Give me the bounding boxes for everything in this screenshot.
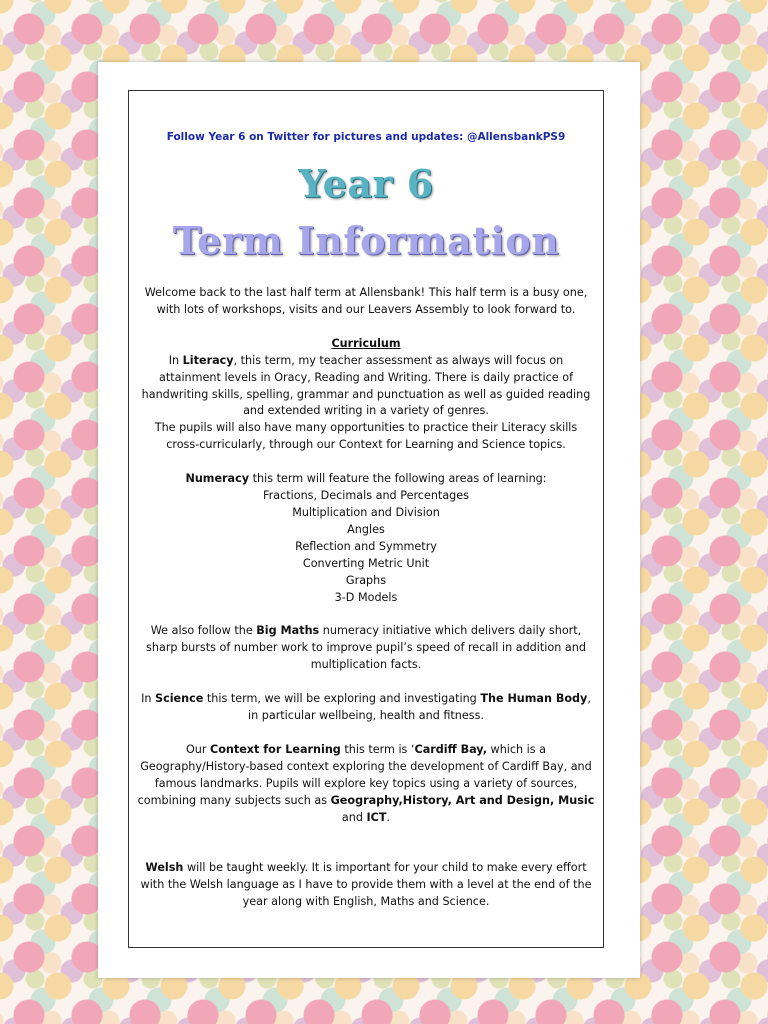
newsletter-body — [137, 285, 595, 911]
numeracy-area: Multiplication and Division — [292, 505, 440, 519]
big-maths-paragraph: We also follow the Big Maths numeracy initiative which delivers daily short, sharp bursts of number work to improve pupil’s speed of recall in addition and multiplication facts. — [146, 624, 586, 672]
literacy-paragraph-2: The pupils will also have many opportunities to practice their Literacy skills cross-curricularly, through our Context for Learning and Science topics. — [154, 421, 578, 452]
literacy-paragraph: In Literacy, this term, my teacher assessment as always will focus on attainment levels in Oracy, Reading and Writing. There is daily practice of handwriting skills, spelling, grammar and punctuation as well as guided reading and extended writing in a variety of genres. — [141, 353, 591, 418]
context-paragraph: Our Context for Learning this term is ‘Cardiff Bay, which is a Geography/History-based context exploring the development of Cardiff Bay, and famous landmarks. Pupils will explore key topics using a variety of sources, combining many subjects such as Geography,History, Art and Design, Music and ICT. — [137, 742, 595, 824]
literacy-subject: Literacy — [182, 353, 234, 367]
title-year: Year 6 — [298, 161, 434, 206]
page-border — [128, 90, 604, 948]
numeracy-area: Fractions, Decimals and Percentages — [263, 489, 469, 503]
numeracy-intro: Numeracy this term will feature the following areas of learning: — [185, 472, 547, 486]
curriculum-heading: Curriculum — [331, 336, 401, 350]
numeracy-area: Reflection and Symmetry — [295, 539, 437, 553]
numeracy-subject: Numeracy — [185, 472, 250, 486]
title-term-information: Term Information — [172, 218, 560, 263]
welcome-paragraph: Welcome back to the last half term at Allensbank! This half term is a busy one, with lots of workshops, visits and our Leavers Assembly to look forward to. — [144, 286, 588, 316]
twitter-line[interactable]: Follow Year 6 on Twitter for pictures and updates: @AllensbankPS9 — [166, 131, 566, 143]
newsletter-page — [98, 62, 640, 978]
welsh-paragraph: Welsh will be taught weekly. It is important for your child to make every effort with the Welsh language as I have to provide them with a level at the end of the year along with English, Maths and Science. — [140, 861, 592, 909]
numeracy-area: Converting Metric Unit — [302, 556, 430, 570]
numeracy-area: Angles — [347, 522, 385, 536]
numeracy-area: 3-D Models — [334, 590, 398, 604]
science-paragraph: In Science this term, we will be exploring and investigating The Human Body, in particular wellbeing, health and fitness. — [141, 692, 591, 723]
numeracy-area: Graphs — [345, 573, 387, 587]
